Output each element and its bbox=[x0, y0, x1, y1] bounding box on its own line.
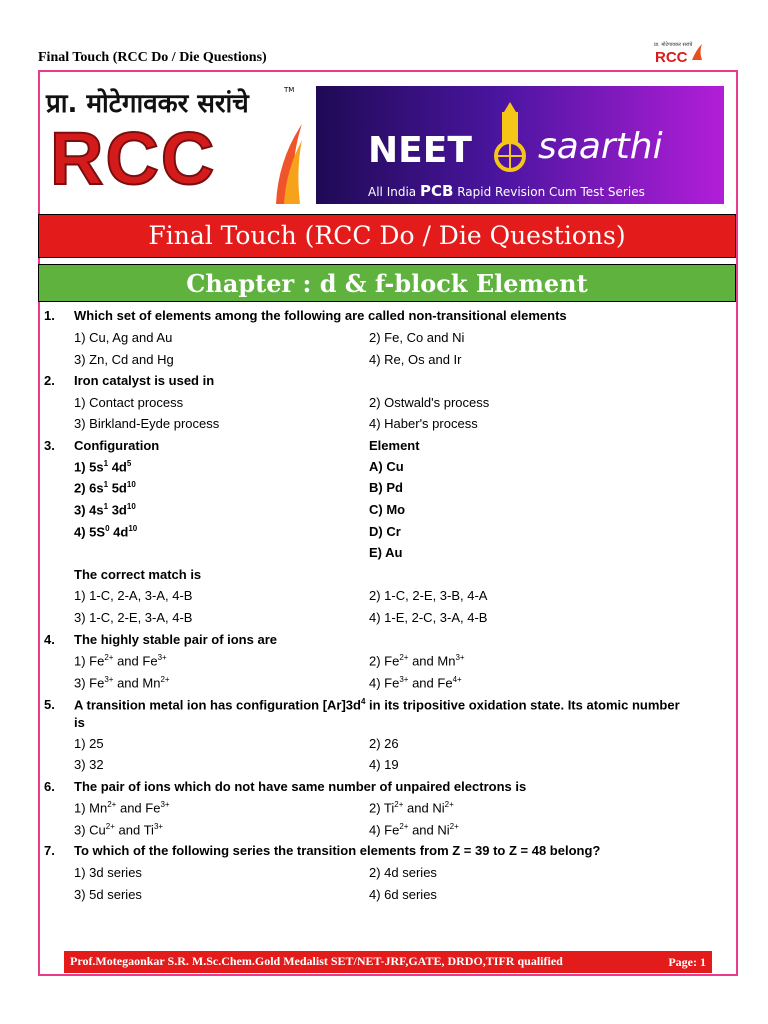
charge-sup: 2+ bbox=[399, 822, 409, 831]
option: 2) 26 bbox=[369, 736, 399, 751]
question-text: To which of the following series the transition elements from Z = 39 to Z = 48 belong? bbox=[74, 843, 601, 858]
option-part: 3) Fe bbox=[74, 675, 105, 691]
option-part: 4) Fe bbox=[369, 822, 400, 838]
question-number: 6. bbox=[44, 779, 55, 794]
charge-sup: 2+ bbox=[105, 822, 115, 831]
corner-logo-small-text: प्रा. मोटेगावकर सरांचे bbox=[654, 42, 693, 48]
config-sup: 1 bbox=[103, 502, 109, 511]
configuration-item bbox=[74, 524, 137, 539]
config-base: 4) 5S bbox=[74, 524, 106, 540]
charge-sup: 2+ bbox=[104, 653, 114, 662]
option-part: and Ni bbox=[408, 822, 450, 838]
question-number: 3. bbox=[44, 438, 55, 453]
option: 1) 3d series bbox=[74, 865, 142, 880]
option-part: 3) Cu bbox=[74, 822, 106, 838]
charge-sup: 4+ bbox=[452, 675, 462, 684]
option bbox=[74, 822, 163, 837]
question-text: The pair of ions which do not have same number of unpaired electrons is bbox=[74, 779, 527, 794]
option bbox=[369, 822, 459, 837]
option-part: and Fe bbox=[116, 800, 161, 816]
corner-logo-text: RCC bbox=[655, 49, 688, 66]
config-base: 2) 6s bbox=[74, 480, 104, 496]
match-column-heading: Element bbox=[369, 438, 420, 453]
config-sup: 1 bbox=[103, 459, 109, 468]
option bbox=[369, 675, 462, 690]
option bbox=[74, 800, 170, 815]
configuration-item bbox=[74, 480, 136, 495]
running-title: Final Touch (RCC Do / Die Questions) bbox=[38, 50, 267, 65]
option: 2) 4d series bbox=[369, 865, 437, 880]
corner-flame-icon bbox=[690, 42, 704, 62]
question-text: Which set of elements among the following are called non-transitional elements bbox=[74, 308, 567, 323]
banner-neet-text: NEET bbox=[368, 130, 472, 171]
option: 4) 1-E, 2-C, 3-A, 4-B bbox=[369, 610, 488, 625]
config-base: 4d bbox=[109, 524, 129, 540]
match-column-heading: Configuration bbox=[74, 438, 160, 453]
charge-sup: 3+ bbox=[104, 675, 114, 684]
option-part: and Ti bbox=[114, 822, 154, 838]
chariot-icon bbox=[482, 96, 538, 176]
question-text: Iron catalyst is used in bbox=[74, 373, 215, 388]
banner-subtitle-c: Rapid Revision Cum Test Series bbox=[453, 185, 645, 199]
config-base: 3) 4s bbox=[74, 502, 104, 518]
charge-sup: 2+ bbox=[444, 800, 454, 809]
option-part: 1) Fe bbox=[74, 653, 105, 669]
charge-sup: 3+ bbox=[455, 653, 465, 662]
option: 2) Ostwald's process bbox=[369, 395, 490, 410]
option: 3) Birkland-Eyde process bbox=[74, 416, 220, 431]
chapter-bar: Chapter : d & f-block Element bbox=[38, 264, 736, 302]
question-text: The highly stable pair of ions are bbox=[74, 632, 277, 647]
option bbox=[369, 653, 465, 668]
option-part: and Mn bbox=[408, 653, 456, 669]
charge-sup: 2+ bbox=[394, 800, 404, 809]
logo-big-text: RCC bbox=[50, 117, 217, 200]
option: 1) 1-C, 2-A, 3-A, 4-B bbox=[74, 588, 193, 603]
option: 3) 32 bbox=[74, 757, 104, 772]
option: 4) 6d series bbox=[369, 887, 437, 902]
option: 3) 5d series bbox=[74, 887, 142, 902]
config-base: 5d bbox=[108, 480, 127, 496]
option-part: and Fe bbox=[408, 675, 453, 691]
element-item: B) Pd bbox=[369, 480, 403, 495]
neet-saarthi-banner bbox=[316, 86, 724, 204]
charge-sup: 2+ bbox=[107, 800, 117, 809]
config-sup: 10 bbox=[126, 480, 136, 489]
option: 3) Zn, Cd and Hg bbox=[74, 352, 174, 367]
config-sup: 1 bbox=[103, 480, 109, 489]
banner-subtitle-pcb: PCB bbox=[419, 182, 454, 200]
logo-tm: TM bbox=[284, 86, 295, 94]
question-number: 2. bbox=[44, 373, 55, 388]
charge-sup: 2+ bbox=[160, 675, 170, 684]
element-item: E) Au bbox=[369, 545, 403, 560]
configuration-item bbox=[74, 502, 136, 517]
option bbox=[74, 653, 167, 668]
option: 4) Re, Os and Ir bbox=[369, 352, 462, 367]
config-sup: 10 bbox=[126, 502, 136, 511]
question-text-part: A transition metal ion has configuration [Ar]3d bbox=[74, 697, 361, 713]
option: 1) Contact process bbox=[74, 395, 184, 410]
question-number: 5. bbox=[44, 697, 55, 712]
page-number: Page: 1 bbox=[668, 955, 706, 969]
banner-saarthi-text: saarthi bbox=[538, 126, 663, 167]
question-text-part: in its tripositive oxidation state. Its atomic number bbox=[365, 697, 680, 713]
config-base: 3d bbox=[108, 502, 127, 518]
question-number: 1. bbox=[44, 308, 55, 323]
option: 2) Fe, Co and Ni bbox=[369, 330, 465, 345]
charge-sup: 3+ bbox=[157, 653, 167, 662]
config-sup: 10 bbox=[128, 524, 138, 533]
question-number: 4. bbox=[44, 632, 55, 647]
configuration-item bbox=[74, 459, 131, 474]
banner-subtitle bbox=[368, 182, 645, 200]
charge-sup: 3+ bbox=[399, 675, 409, 684]
element-item: D) Cr bbox=[369, 524, 401, 539]
config-sup: 5 bbox=[126, 459, 132, 468]
option-part: 1) Mn bbox=[74, 800, 108, 816]
logo-hindi-text: प्रा. मोटेगावकर सरांचे bbox=[46, 89, 249, 119]
logo-flame-icon bbox=[272, 120, 306, 206]
footer-bar bbox=[64, 951, 712, 973]
charge-sup: 2+ bbox=[449, 822, 459, 831]
option-part: and Ni bbox=[403, 800, 445, 816]
question-text-continued: is bbox=[74, 715, 85, 730]
config-base: 4d bbox=[108, 459, 127, 475]
question-text: The correct match is bbox=[74, 567, 202, 582]
element-item: A) Cu bbox=[369, 459, 404, 474]
charge-sup: 2+ bbox=[399, 653, 409, 662]
option-part: and Mn bbox=[113, 675, 161, 691]
corner-rcc-logo bbox=[652, 40, 704, 70]
charge-sup: 3+ bbox=[153, 822, 164, 831]
option: 3) 1-C, 2-E, 3-A, 4-B bbox=[74, 610, 193, 625]
rcc-logo bbox=[44, 80, 306, 210]
charge-sup: 3+ bbox=[160, 800, 170, 809]
question-text bbox=[74, 697, 680, 712]
option: 4) Haber's process bbox=[369, 416, 478, 431]
element-item: C) Mo bbox=[369, 502, 406, 517]
config-sup: 0 bbox=[105, 524, 110, 533]
option: 1) Cu, Ag and Au bbox=[74, 330, 173, 345]
option: 2) 1-C, 2-E, 3-B, 4-A bbox=[369, 588, 488, 603]
option-part: 2) Fe bbox=[369, 653, 400, 669]
option: 1) 25 bbox=[74, 736, 104, 751]
footer-credit: Prof.Motegaonkar S.R. M.Sc.Chem.Gold Medalist SET/NET-JRF,GATE, DRDO,TIFR qualified bbox=[70, 954, 563, 968]
option: 4) 19 bbox=[369, 757, 399, 772]
title-bar: Final Touch (RCC Do / Die Questions) bbox=[38, 214, 736, 258]
option-part: 4) Fe bbox=[369, 675, 400, 691]
banner-subtitle-a: All India bbox=[368, 185, 420, 199]
config-sup: 4 bbox=[360, 697, 366, 706]
config-base: 1) 5s bbox=[74, 459, 104, 475]
question-number: 7. bbox=[44, 843, 55, 858]
option-part: 2) Ti bbox=[369, 800, 395, 816]
option bbox=[74, 675, 170, 690]
option-part: and Fe bbox=[113, 653, 158, 669]
option bbox=[369, 800, 454, 815]
